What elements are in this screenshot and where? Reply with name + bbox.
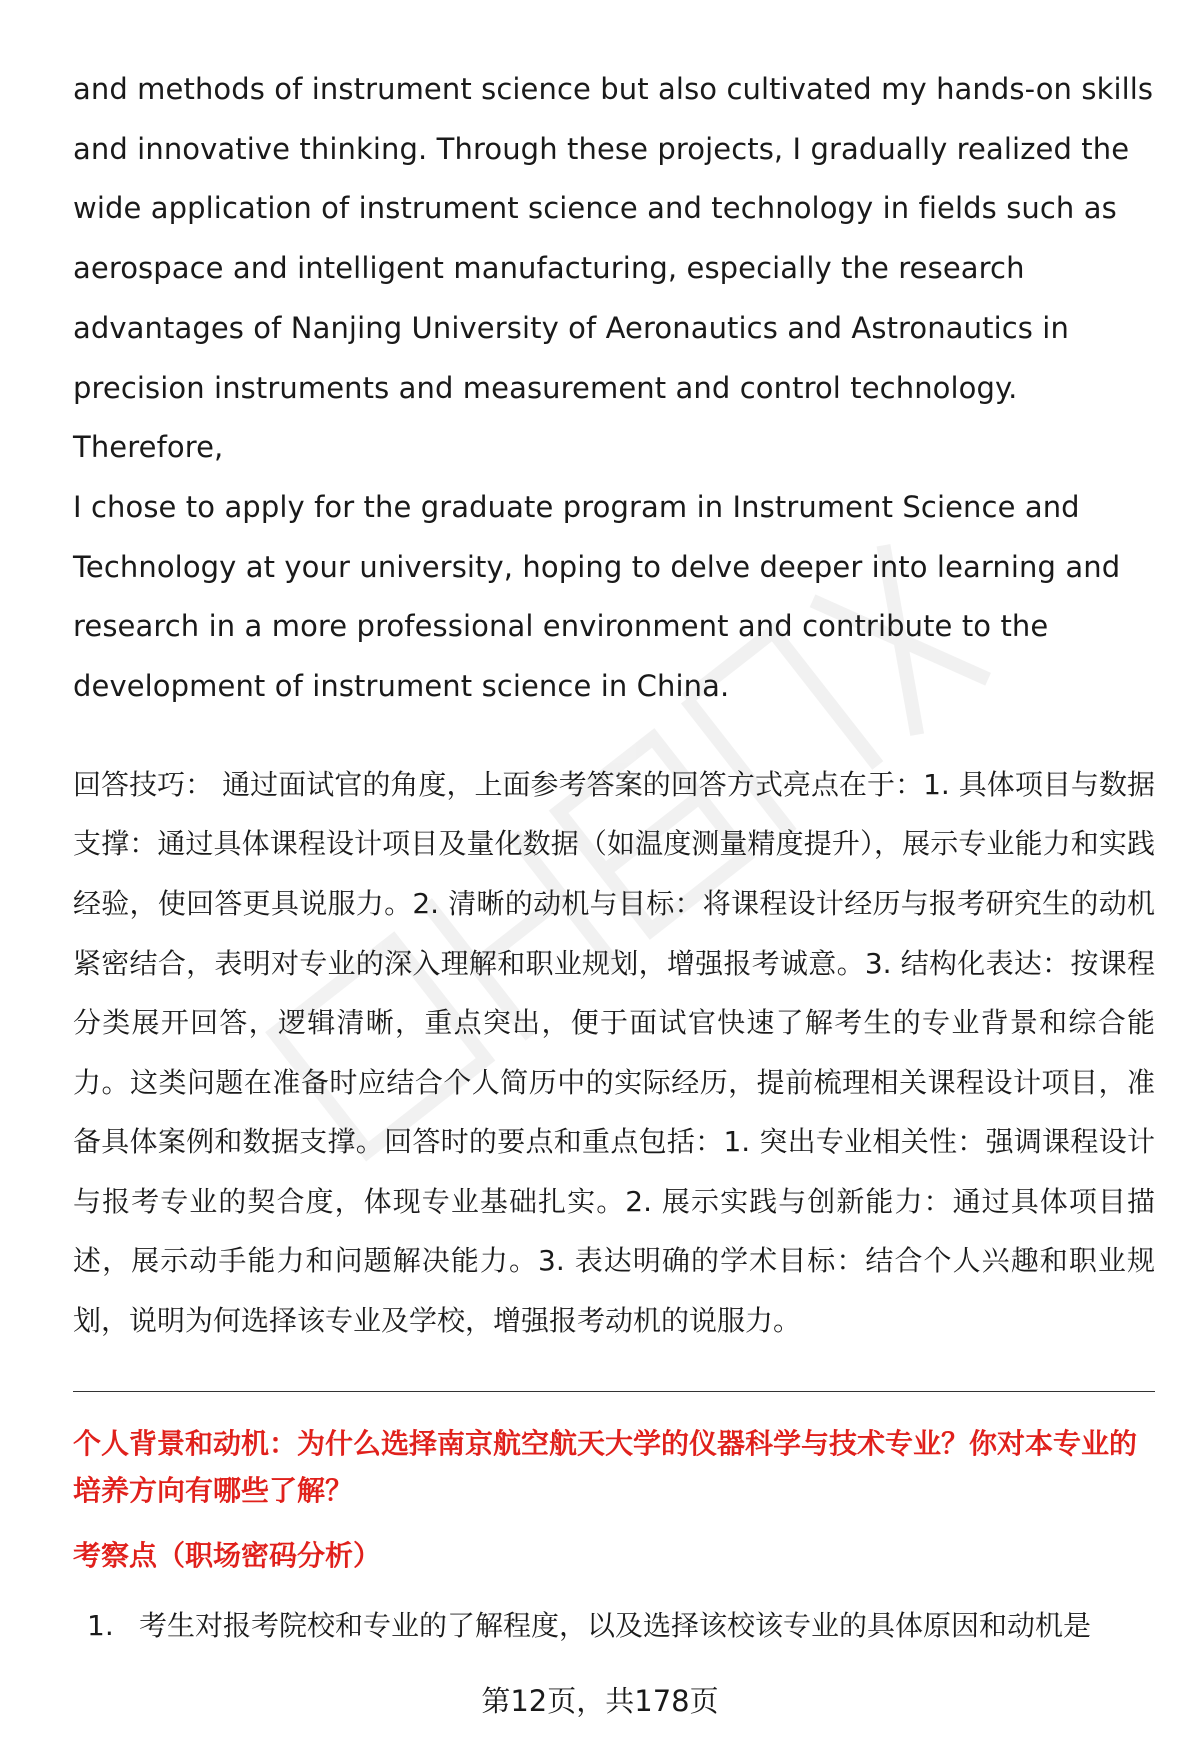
assessment-points-list <box>73 1606 1155 1646</box>
assessment-points-heading: 考察点（职场密码分析） <box>73 1538 382 1572</box>
list-item-text: 考生对报考院校和专业的了解程度，以及选择该校该专业的具体原因和动机是 <box>139 1608 1092 1642</box>
list-item <box>73 1606 1155 1646</box>
section-divider <box>73 1391 1155 1392</box>
english-answer-paragraph: and methods of instrument science but also cultivated my hands-on skills and innovative thinking. Through these projects, I gradually realized the wide application of instrument science and technology in fields such as aerospace and intelligent manufacturing, especially the research advantages of Nanjing University of Aeronautics and Astronautics in precision instruments and measurement and control technology. Therefore, I chose to apply for the graduate program in Instrument Science and Technology at your university, hoping to delve deeper into learning and research in a more professional environment and contribute to the development of instrument science in China. <box>73 72 1154 704</box>
answer-tips-paragraph: 回答技巧： 通过面试官的角度，上面参考答案的回答方式亮点在于：1. 具体项目与数据支撑：通过具体课程设计项目及量化数据（如温度测量精度提升），展示专业能力和实践经验，使回答更具说服力。2. 清晰的动机与目标：将课程设计经历与报考研究生的动机紧密结合，表明对专业的深入理解和职业规划，增强报考诚意。3. 结构化表达：按课程分类展开回答，逻辑清晰，重点突出，便于面试官快速了解考生的专业背景和综合能力。这类问题在准备时应结合个人简历中的实际经历，提前梳理相关课程设计项目，准备具体案例和数据支撑。回答时的要点和重点包括：1. 突出专业相关性：强调课程设计与报考专业的契合度，体现专业基础扎实。2. 展示实践与创新能力：通过具体项目描述，展示动手能力和问题解决能力。3. 表达明确的学术目标：结合个人兴趣和职业规划，说明为何选择该专业及学校，增强报考动机的说服力。 <box>73 767 1155 1338</box>
list-item-number: 1. <box>87 1608 114 1642</box>
page-number-footer: 第12页，共178页 <box>481 1684 719 1718</box>
document-page <box>73 60 1155 1646</box>
question-title: 个人背景和动机：为什么选择南京航空航天大学的仪器科学与技术专业？你对本专业的培养方向有哪些了解？ <box>73 1426 1138 1507</box>
